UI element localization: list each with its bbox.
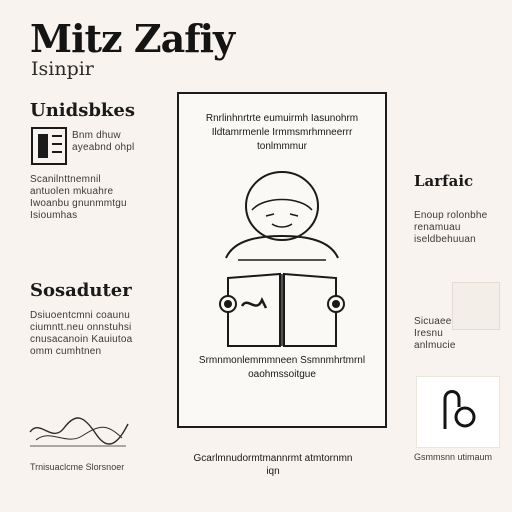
left-heading-2: Sosaduter — [30, 280, 132, 301]
page-subtitle: Isinpir — [31, 58, 94, 80]
card-bottom-text: Srmnmonlemmmneen Ssmnmhrtmrnl oaohmssoitgue — [198, 355, 366, 380]
signature-scribble — [26, 410, 132, 450]
left-text-1: Bnm dhuw ayeabnd ohpl — [72, 130, 135, 153]
left-text-2: Scanilnttnemnil antuolen mkuahre Iwoanbu gnunmmtgu Isioumhas — [30, 174, 127, 221]
person-reading-book-illustration — [212, 170, 352, 348]
right-footer: Gsmmsnn utimaum — [414, 452, 493, 462]
right-text-1: Enoup rolonbhe renamuau iseldbehuuan — [414, 210, 488, 245]
right-text-2: Sicuaee Iresnu anlmucie — [414, 316, 456, 351]
book-stack-icon — [30, 126, 68, 166]
left-text-3: Dsiuoentcmni coaunu ciumntt.neu onnstuhsi cnusacanoin Kauiutoa omm cumhtnen — [30, 310, 133, 357]
card-top-text: Rnrlinhnrtrte eumuirmh Iasunohrm Ildtamrmenle Irmmsmrhmneerrr tonlmmmur — [205, 113, 359, 152]
loop-symbol-icon — [417, 377, 499, 447]
symbol-card — [416, 376, 500, 448]
right-heading: Larfaic — [414, 172, 474, 190]
left-footer: Trnisuaclcme Slorsnoer — [30, 462, 125, 472]
page-title: Mitz Zafiy — [30, 16, 235, 61]
left-heading-1: Unidsbkes — [30, 100, 135, 121]
center-footer: Gcarlmnudormtmannrmt atmtornmn iqn — [193, 453, 353, 477]
